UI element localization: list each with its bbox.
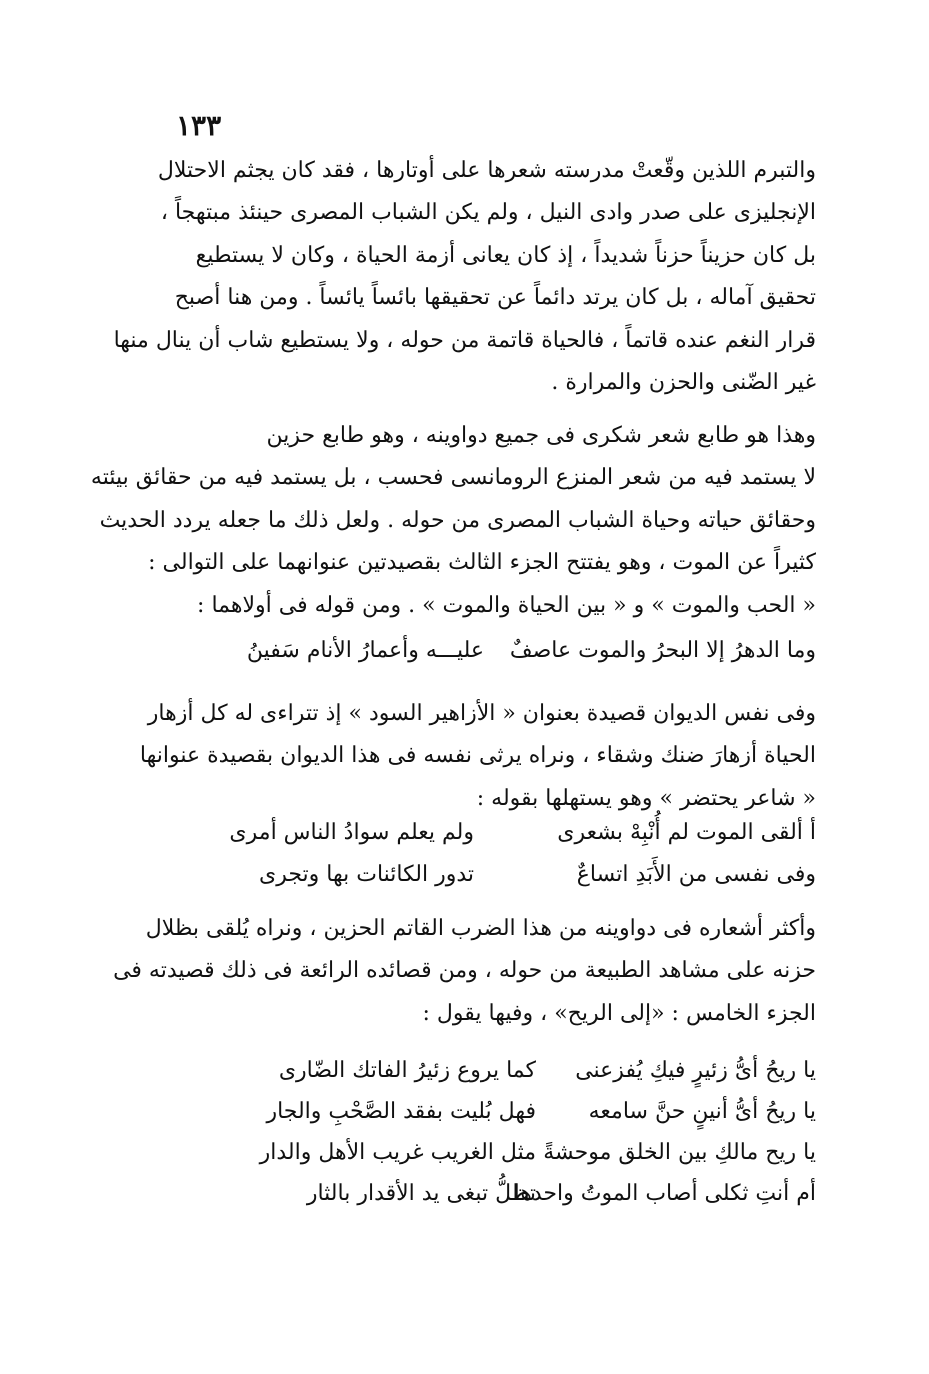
page-number: ١٣٣: [176, 109, 222, 142]
verse-hemistich-right: أ ألقى الموت لم أُنْبِهْ بشعرى: [557, 820, 816, 845]
text-line: وهذا هو طابع شعر شكرى فى جميع دواوينه ، وهو طابع حزين: [266, 423, 816, 448]
verse-hemistich-left: كما يروع زئيرُ الفاتك الضّارى: [278, 1058, 536, 1083]
text-line: لا يستمد فيه من شعر المنزع الرومانسى فحسب ، بل يستمد فيه من حقائق بيئته: [90, 465, 816, 491]
verse-hemistich-right: وفى نفسى من الأَبَدِ اتساعٌ: [576, 862, 816, 887]
verse-hemistich-right: يا ريح مالكِ بين الخلق موحشةً: [543, 1140, 816, 1165]
paragraph-1: [113, 150, 816, 404]
text-line: الإنجليزى على صدر وادى النيل ، ولم يكن الشباب المصرى حينئذ مبتهجاً ،: [160, 200, 816, 226]
paragraph-3: [139, 693, 816, 820]
text-line: بل كان حزيناً حزناً شديداً ، إذ كان يعانى أزمة الحياة ، وكان لا يستطيع: [195, 242, 816, 268]
text-line: الحياة أزهارَ ضنك وشقاء ، ونراه يرثى نفسه فى هذا الديوان بقصيدة عنوانها: [139, 743, 816, 769]
verse-hemistich-left: ولم يعلم سوادُ الناس أمرى: [229, 820, 474, 845]
text-line: غير الضّنى والحزن والمرارة .: [551, 370, 816, 396]
text-line: تحقيق آماله ، بل كان يرتد دائماً عن تحقيقها بائساً يائساً . ومن هنا أصبح: [174, 285, 816, 311]
verse-hemistich-left: فهل بُليت بفقد الصَّحْبِ والجار: [266, 1099, 536, 1124]
paragraph-4: [113, 908, 816, 1035]
paragraph-2: [90, 415, 816, 627]
verse-hemistich-right: وما الدهرُ إلا البحرُ والموت عاصفٌ: [509, 638, 816, 663]
verse-hemistich-right: يا ريحُ أىُّ زئيرٍ فيكِ يُفزعنى: [575, 1058, 816, 1083]
text-line: وأكثر أشعاره فى دواوينه من هذا الضرب القاتم الحزين ، ونراه يُلقى بظلال: [145, 916, 816, 941]
verse-hemistich-left: تدور الكائنات بها وتجرى: [258, 862, 474, 887]
text-line: وفى نفس الديوان قصيدة بعنوان « الأزاهير السود » إذ تتراءى له كل أزهار: [147, 701, 816, 726]
text-line: وحقائق حياته وحياة الشباب المصرى من حوله . ولعل ذلك ما جعله يردد الحديث: [99, 507, 816, 533]
verse-hemistich-right: أم أنتِ ثكلى أصاب الموتُ واحدها: [513, 1181, 816, 1206]
verse-hemistich-left: مثل الغريب غريب الأهل والدار: [259, 1140, 536, 1165]
text-line: قرار النغم عنده قاتماً ، فالحياة قاتمة من حوله ، ولا يستطيع شاب أن ينال منها: [113, 327, 816, 353]
text-line: كثيراً عن الموت ، وهو يفتتح الجزء الثالث بقصيدتين عنوانهما على التوالى :: [148, 550, 816, 576]
text-line: الجزء الخامس : «إلى الريح» ، وفيها يقول :: [422, 1000, 816, 1026]
verse-hemistich-left: عليـــه وأعمارُ الأنام سَفينُ: [246, 638, 484, 663]
text-line: « شاعر يحتضر » وهو يستهلها بقوله :: [476, 785, 816, 811]
text-line: حزنه على مشاهد الطبيعة من حوله ، ومن قصائده الرائعة فى ذلك قصيدته فى: [113, 958, 816, 984]
verse-hemistich-right: يا ريحُ أىُّ أنينٍ حنَّ سامعه: [588, 1099, 816, 1124]
text-line: والتبرم اللذين وقّعتْ مدرسته شعرها على أوتارها ، فقد كان يجثم الاحتلال: [157, 158, 816, 183]
text-line: « الحب والموت » و « بين الحياة والموت » . ومن قوله فى أولاهما :: [197, 592, 816, 618]
verse-hemistich-left: تظلُّ تبغى يد الأقدار بالثار: [306, 1181, 536, 1206]
